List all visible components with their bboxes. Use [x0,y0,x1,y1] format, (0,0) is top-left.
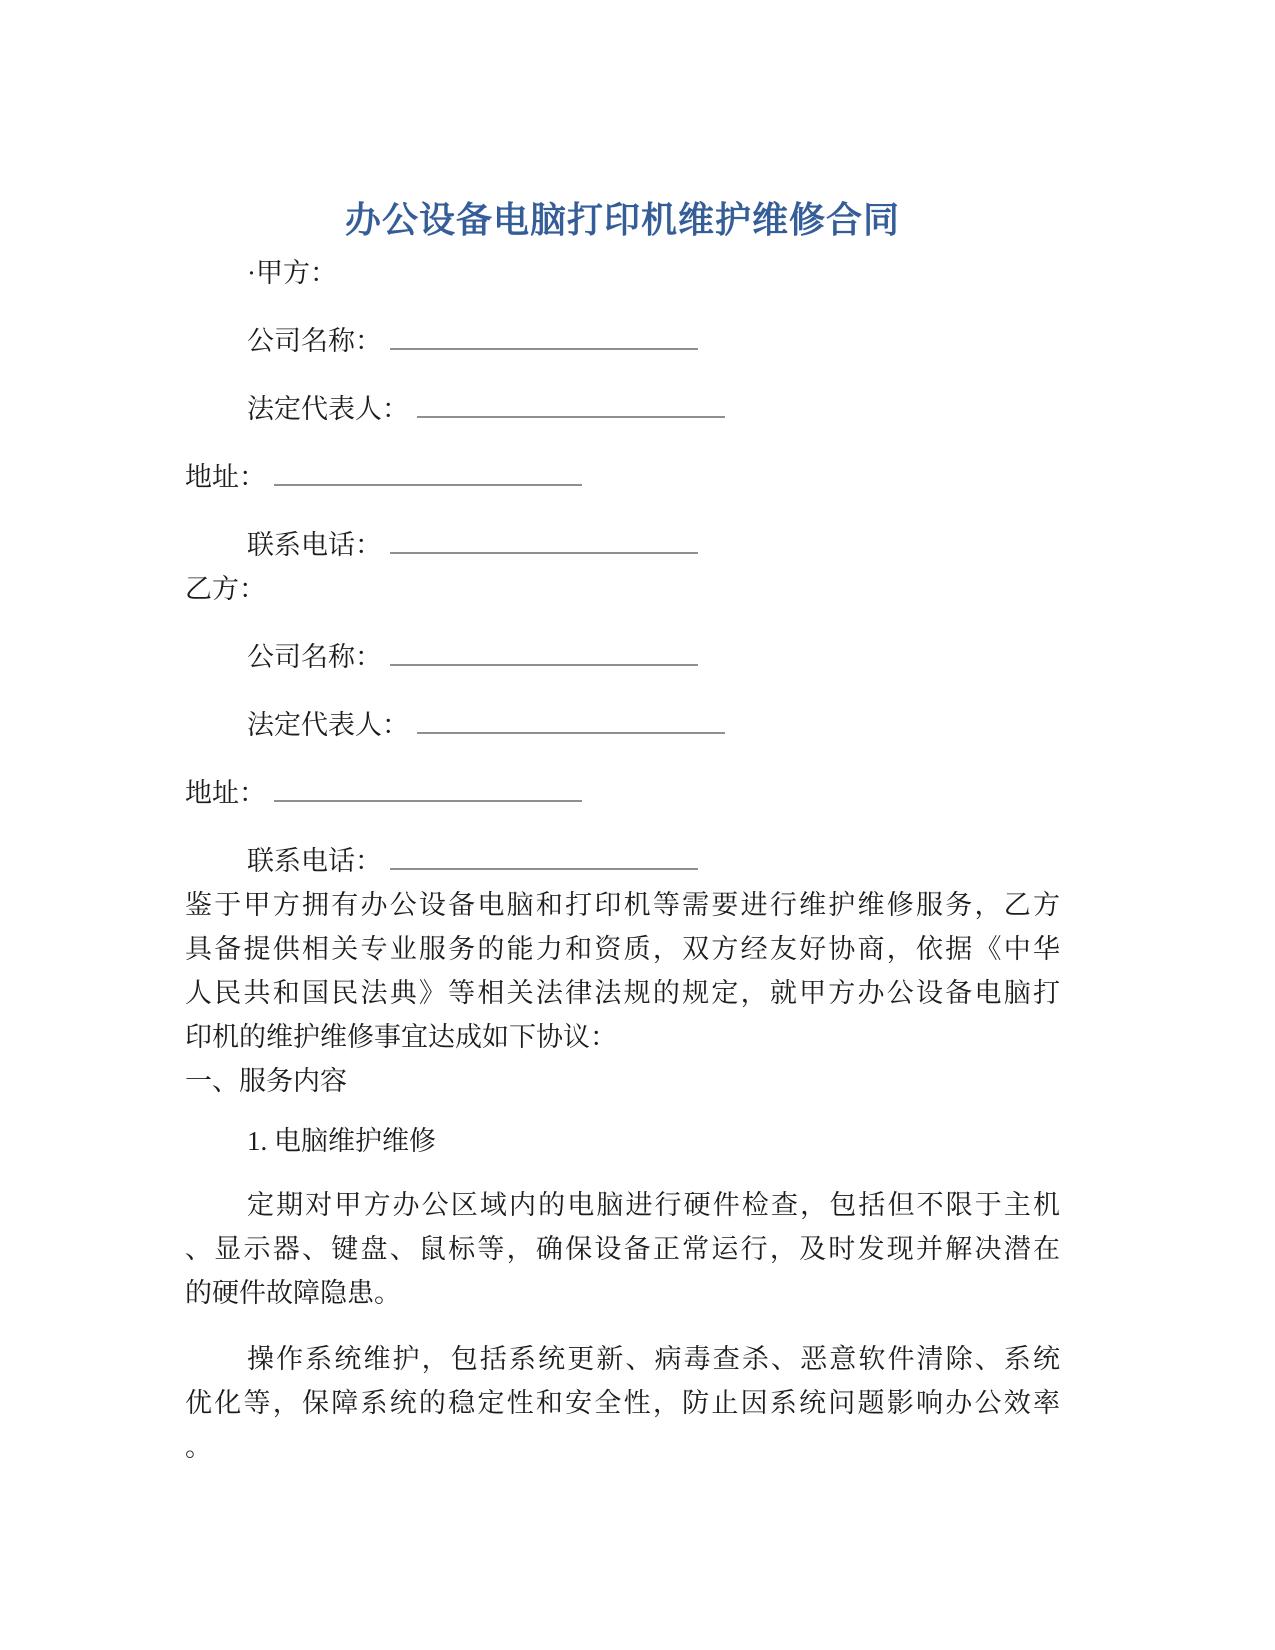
field-label-address-a: 地址： [185,462,266,492]
paragraph-line: 的硬件故障隐患。 [185,1278,401,1308]
preamble-line: 具备提供相关专业服务的能力和资质，双方经友好协商，依据《中华 [185,934,1060,964]
field-label-company-a: 公司名称： [247,326,382,356]
paragraph-computer-maintenance [185,1183,1060,1315]
field-label-party-b: 乙方： [185,574,266,604]
blank-underline-address-b [274,768,582,802]
field-label-party-a: ·甲方： [247,258,337,288]
blank-underline-phone-a [390,520,698,554]
paragraph-line: 、显示器、键盘、鼠标等，确保设备正常运行，及时发现并解决潜在 [185,1234,1060,1264]
blank-underline-phone-b [390,836,698,870]
field-label-company-b: 公司名称： [247,642,382,672]
blank-underline-company-a [390,316,698,350]
paragraph-line: 操作系统维护，包括系统更新、病毒查杀、恶意软件清除、系统 [247,1344,1060,1374]
preamble-paragraph [185,883,1060,1059]
paragraph-line: 优化等，保障系统的稳定性和安全性，防止因系统问题影响办公效率 [185,1388,1060,1418]
document-title: 办公设备电脑打印机维护维修合同 [344,199,900,240]
paragraph-line: 。 [185,1432,212,1462]
field-row-company-a [185,316,1060,363]
blank-underline-legal-rep-a [417,384,725,418]
field-row-legal-rep-a [185,384,1060,431]
field-row-party-b [185,567,1060,611]
field-label-phone-b: 联系电话： [247,846,382,876]
paragraph-os-maintenance [185,1337,1060,1469]
field-row-address-b [185,768,1060,815]
field-row-legal-rep-b [185,700,1060,747]
field-label-legal-rep-b: 法定代表人： [247,710,409,740]
preamble-line: 鉴于甲方拥有办公设备电脑和打印机等需要进行维护维修服务，乙方 [185,890,1060,920]
preamble-line: 印机的维护维修事宜达成如下协议： [185,1022,617,1052]
blank-underline-company-b [390,632,698,666]
field-row-company-b [185,632,1060,679]
section-heading-service: 一、服务内容 [185,1066,347,1096]
item-heading-computer-maintenance: 1. 电脑维护维修 [247,1126,436,1156]
field-row-address-a [185,452,1060,499]
field-row-phone-b [185,836,1060,883]
field-row-phone-a [185,520,1060,567]
preamble-line: 人民共和国民法典》等相关法律法规的规定，就甲方办公设备电脑打 [185,978,1060,1008]
field-label-phone-a: 联系电话： [247,530,382,560]
field-label-legal-rep-a: 法定代表人： [247,394,409,424]
field-label-address-b: 地址： [185,778,266,808]
blank-underline-address-a [274,452,582,486]
paragraph-line: 定期对甲方办公区域内的电脑进行硬件检查，包括但不限于主机 [247,1190,1060,1220]
blank-underline-legal-rep-b [417,700,725,734]
field-row-party-a [185,251,1060,295]
